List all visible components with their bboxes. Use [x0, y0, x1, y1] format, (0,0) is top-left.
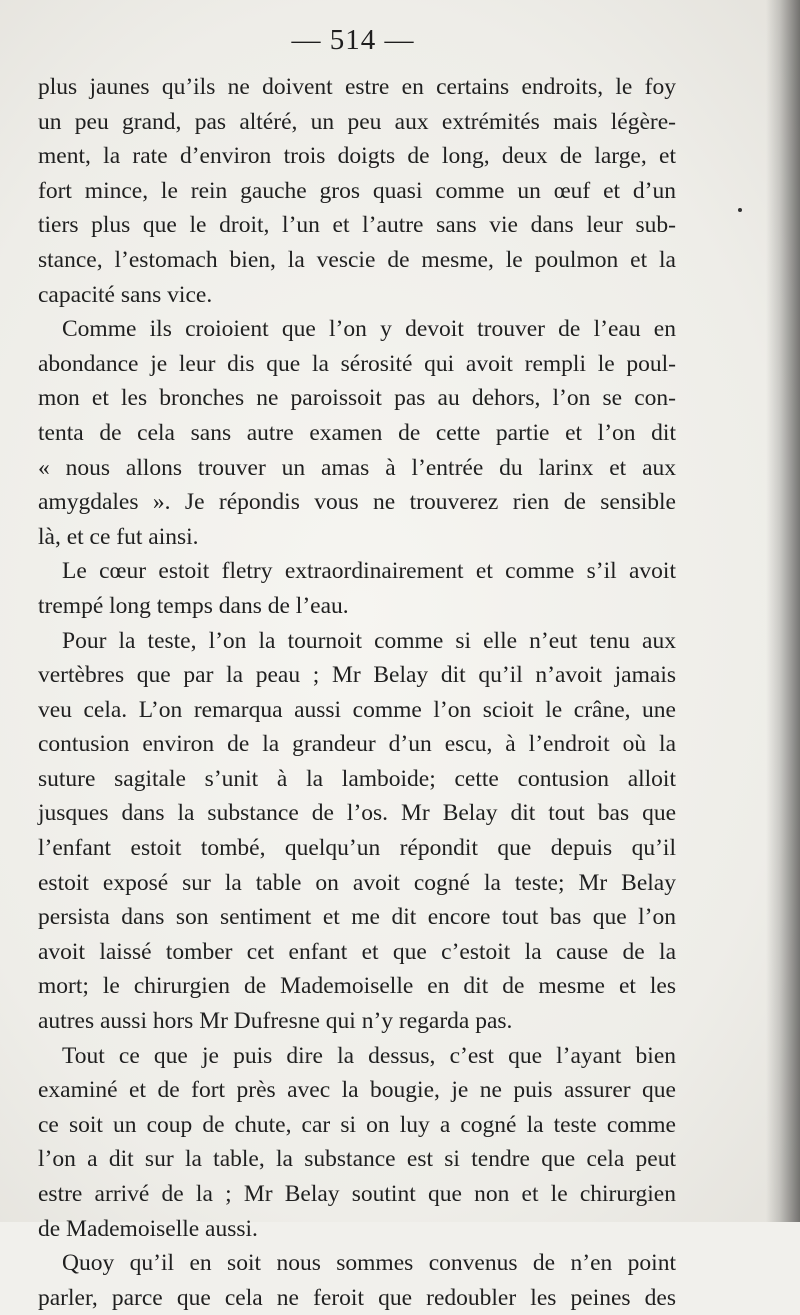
- text-line: mort; le chirurgien de Mademoiselle en dit de mesme et les: [38, 973, 676, 1000]
- text-line: Comme ils croioient que l’on y devoit trouver de l’eau en: [62, 316, 676, 343]
- text-line: abondance je leur dis que la sérosité qui avoit rempli le poul-: [38, 350, 676, 377]
- text-line: capacité sans vice.: [38, 281, 213, 308]
- text-line: l’enfant estoit tombé, quelqu’un répondit que depuis qu’il: [38, 835, 676, 862]
- text-line: parler, parce que cela ne feroit que redoubler les peines des: [38, 1284, 676, 1311]
- text-line: estre arrivé de la ; Mr Belay soutint que non et le chirurgien: [38, 1181, 676, 1207]
- text-line: l’on a dit sur la table, la substance est si tendre que cela peut: [38, 1146, 676, 1173]
- text-line: examiné et de fort près avec la bougie, je ne puis assurer que: [38, 1077, 676, 1104]
- text-line: Le cœur estoit fletry extraordinairement et comme s’il avoit: [62, 558, 676, 585]
- text-line: un peu grand, pas altéré, un peu aux extrémités mais légère-: [38, 108, 676, 135]
- text-line: tenta de cela sans autre examen de cette partie et l’on dit: [38, 419, 676, 446]
- text-line: « nous allons trouver un amas à l’entrée du larinx et aux: [38, 454, 676, 481]
- text-line: veu cela. L’on remarqua aussi comme l’on scioit le crâne, une: [38, 696, 676, 723]
- text-line: Tout ce que je puis dire la dessus, c’est que l’ayant bien: [62, 1042, 676, 1069]
- text-line: tiers plus que le droit, l’un et l’autre sans vie dans leur sub-: [38, 212, 676, 239]
- text-line: vertèbres que par la peau ; Mr Belay dit qu’il n’avoit jamais: [38, 662, 676, 689]
- text-line: ce soit un coup de chute, car si on luy a cogné la teste comme: [38, 1111, 676, 1138]
- book-spine-shadow: [766, 0, 800, 1222]
- text-line: suture sagitale s’unit à la lamboide; cette contusion alloit: [38, 765, 676, 792]
- text-line: contusion environ de la grandeur d’un escu, à l’endroit où la: [38, 731, 676, 758]
- page-number: — 514 —: [291, 24, 415, 56]
- text-line: fort mince, le rein gauche gros quasi comme un œuf et d’un: [38, 177, 676, 204]
- text-line: ment, la rate d’environ trois doigts de long, deux de large, et: [38, 143, 676, 170]
- text-line: estoit exposé sur la table on avoit cogné la teste; Mr Belay: [38, 869, 676, 896]
- text-line: persista dans son sentiment et me dit encore tout bas que l’on: [38, 904, 676, 931]
- text-line: de Mademoiselle aussi.: [38, 1215, 258, 1242]
- text-line: plus jaunes qu’ils ne doivent estre en certains endroits, le foy: [38, 74, 676, 100]
- text-line: là, et ce fut ainsi.: [38, 523, 199, 550]
- body-text: [38, 70, 676, 1315]
- ink-speck: [738, 208, 742, 212]
- text-line: avoit laissé tomber cet enfant et que c’estoit la cause de la: [38, 938, 676, 965]
- text-line: jusques dans la substance de l’os. Mr Belay dit tout bas que: [38, 800, 676, 827]
- text-line: stance, l’estomach bien, la vescie de mesme, le poulmon et la: [38, 246, 676, 273]
- text-line: autres aussi hors Mr Dufresne qui n’y regarda pas.: [38, 1008, 513, 1035]
- text-line: Pour la teste, l’on la tournoit comme si elle n’eut tenu aux: [62, 627, 676, 654]
- text-line: amygdales ». Je répondis vous ne trouverez rien de sensible: [38, 489, 676, 516]
- text-line: mon et les bronches ne paroissoit pas au dehors, l’on se con-: [38, 385, 676, 412]
- text-line: trempé long temps dans de l’eau.: [38, 592, 349, 619]
- text-line: Quoy qu’il en soit nous sommes convenus de n’en point: [62, 1250, 676, 1277]
